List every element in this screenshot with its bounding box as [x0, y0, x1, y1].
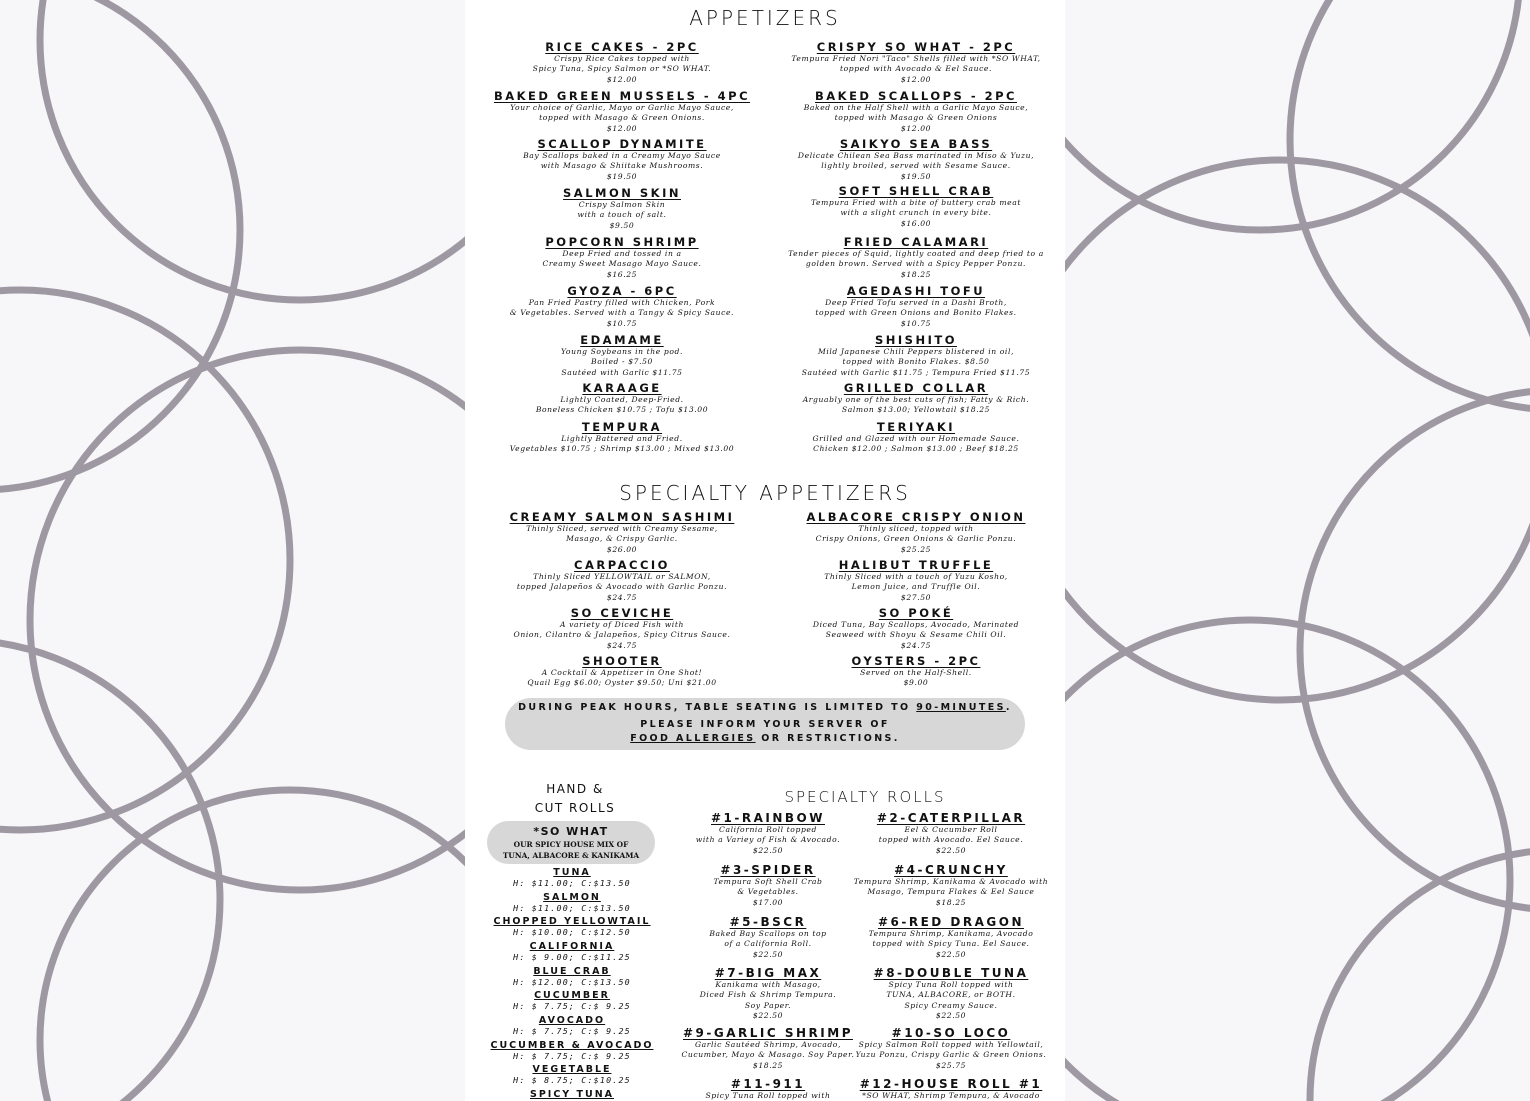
specialty-roll-item-price: $18.25: [752, 1060, 784, 1070]
specialty-roll-item-price: $22.50: [935, 949, 967, 959]
specialty-roll-item-name: #12-HOUSE ROLL #1: [859, 1077, 1043, 1091]
specialty-rolls-title: SPECIALTY ROLLS: [784, 788, 946, 806]
specialty-roll-item-description: Tempura Shrimp, Kanikama & Avocado with Masago, Tempura Flakes & Eel Sauce: [853, 877, 1049, 897]
appetizer-item-name: AGEDASHI TOFU: [846, 284, 986, 298]
specialty-appetizer-item: [776, 606, 1056, 651]
appetizer-item-name: POPCORN SHRIMP: [545, 235, 699, 249]
specialty-appetizer-item: [482, 654, 762, 689]
appetizer-item-price: $12.00: [900, 123, 932, 133]
hand-roll-price: H: $11.00; C:$13.50: [513, 878, 631, 888]
seating-notice: [505, 698, 1025, 750]
appetizer-item: [482, 381, 762, 416]
specialty-roll-item-price: $25.75: [935, 1060, 967, 1070]
specialty-roll-item-description: Baked Bay Scallops on top of a California Roll.: [709, 929, 827, 949]
appetizer-item-name: FRIED CALAMARI: [843, 235, 989, 249]
so-what-callout: [487, 821, 655, 864]
specialty-appetizer-item: [482, 558, 762, 603]
specialty-roll-item-description: Tempura Shrimp, Kanikama, Avocado topped with Spicy Tuna. Eel Sauce.: [868, 929, 1034, 949]
hand-roll-price: H: $10.00; C:$12.50: [513, 927, 631, 937]
appetizer-item-name: SAIKYO SEA BASS: [839, 137, 993, 151]
menu-page: [465, 0, 1065, 1101]
appetizer-item: [482, 235, 762, 280]
appetizer-item-price: $10.75: [606, 318, 638, 328]
appetizer-item-price: $18.25: [900, 269, 932, 279]
specialty-appetizer-item-description: Thinly sliced, topped with Crispy Onions, Green Onions & Garlic Ponzu.: [815, 524, 1017, 544]
specialty-roll-item-name: #9-GARLIC SHRIMP: [683, 1026, 853, 1040]
appetizer-item-description: Delicate Chilean Sea Bass marinated in Miso & Yuzu, lightly broiled, served with Sesame Sauce.: [797, 151, 1035, 171]
appetizer-item: [771, 420, 1061, 455]
specialty-appetizer-item-description: Thinly Sliced with a touch of Yuzu Kosho, Lemon Juice, and Truffle Oil.: [824, 572, 1008, 592]
hand-roll-item: [487, 867, 657, 888]
appetizer-item: [482, 40, 762, 85]
appetizer-item-price: $19.50: [900, 171, 932, 181]
hand-roll-item: [487, 990, 657, 1011]
specialty-roll-item-description: Eel & Cucumber Roll topped with Avocado. Eel Sauce.: [878, 825, 1024, 845]
specialty-appetizer-item: [482, 510, 762, 555]
specialty-roll-item-name: #4-CRUNCHY: [894, 863, 1008, 877]
specialty-appetizer-item-name: CREAMY SALMON SASHIMI: [509, 510, 735, 524]
specialty-appetizer-item-name: OYSTERS - 2PC: [851, 654, 981, 668]
specialty-roll-item-name: #3-SPIDER: [720, 863, 816, 877]
appetizer-item-description: Baked on the Half Shell with a Garlic Mayo Sauce, topped with Masago & Green Onions: [803, 103, 1029, 123]
appetizer-item-description: Lightly Coated, Deep-Fried. Boneless Chicken $10.75 ; Tofu $13.00: [535, 395, 709, 415]
specialty-appetizers-title: SPECIALTY APPETIZERS: [619, 481, 911, 505]
hand-roll-item: [487, 1064, 657, 1085]
specialty-appetizer-item-description: Served on the Half-Shell.: [860, 668, 972, 677]
appetizers-title: APPETIZERS: [689, 6, 841, 30]
specialty-roll-item-price: $22.50: [752, 1010, 784, 1020]
appetizer-item-description: Deep Fried Tofu served in a Dashi Broth, topped with Green Onions and Bonito Flakes.: [815, 298, 1017, 318]
appetizer-item-price: $16.25: [606, 269, 638, 279]
specialty-appetizer-item: [776, 654, 1056, 689]
appetizer-item-name: GRILLED COLLAR: [843, 381, 989, 395]
hand-roll-price: H: $11.00; C:$13.50: [513, 903, 631, 913]
specialty-appetizer-item: [776, 510, 1056, 555]
appetizer-item-description: Your choice of Garlic, Mayo or Garlic Mayo Sauce, topped with Masago & Green Onions.: [510, 103, 734, 123]
appetizer-item-name: TERIYAKI: [876, 420, 956, 434]
hand-roll-name: CALIFORNIA: [529, 941, 615, 952]
specialty-roll-item-description: Spicy Salmon Roll topped with Yellowtail, Yuzu Ponzu, Crispy Garlic & Green Onions.: [855, 1040, 1047, 1060]
appetizer-item-name: EDAMAME: [580, 333, 664, 347]
specialty-roll-item: [846, 1077, 1056, 1101]
specialty-roll-item: [673, 863, 863, 908]
specialty-appetizer-item-description: Thinly Sliced YELLOWTAIL or SALMON, topped Jalapeños & Avocado with Garlic Ponzu.: [516, 572, 728, 592]
notice-time-limit: 90-MINUTES: [916, 702, 1006, 713]
specialty-appetizer-item-price: $24.75: [606, 640, 638, 650]
hand-roll-item: [487, 941, 657, 962]
specialty-appetizer-item-price: $9.00: [903, 678, 929, 688]
notice-line-1: DURING PEAK HOURS, TABLE SEATING IS LIMITED TO 90-MINUTES.: [518, 702, 1012, 713]
notice-line-2: PLEASE INFORM YOUR SERVER OF: [640, 719, 890, 730]
appetizer-item-name: SOFT SHELL CRAB: [838, 184, 994, 198]
specialty-roll-item: [846, 811, 1056, 856]
notice-allergies: FOOD ALLERGIES: [630, 733, 756, 744]
appetizer-item-description: Mild Japanese Chili Peppers blistered in oil, topped with Bonito Flakes. $8.50 Sautéed with Garlic $11.75 ; Tempura Fried $11.75: [801, 347, 1031, 377]
specialty-appetizer-item-description: A variety of Diced Fish with Onion, Cilantro & Jalapeños, Spicy Citrus Sauce.: [513, 620, 731, 640]
hand-roll-name: CUCUMBER & AVOCADO: [490, 1040, 654, 1051]
appetizer-item: [482, 333, 762, 378]
hand-roll-item: [487, 966, 657, 987]
specialty-roll-item-price: $22.50: [935, 1010, 967, 1020]
appetizer-item-price: $16.00: [900, 218, 932, 228]
hand-roll-item: [487, 916, 657, 937]
hand-roll-item: [487, 1089, 657, 1100]
appetizer-item: [771, 40, 1061, 85]
appetizer-item-description: Tender pieces of Squid, lightly coated and deep fried to a golden brown. Served with a Spicy Pepper Ponzu.: [788, 249, 1044, 269]
appetizer-item-description: Grilled and Glazed with our Homemade Sauce. Chicken $12.00 ; Salmon $13.00 ; Beef $18.25: [812, 434, 1020, 454]
specialty-roll-item-price: $22.50: [752, 845, 784, 855]
specialty-roll-item-price: $18.25: [935, 897, 967, 907]
appetizer-item-name: BAKED GREEN MUSSELS - 4PC: [493, 89, 751, 103]
hand-roll-name: TUNA: [553, 867, 591, 878]
specialty-roll-item: [846, 1026, 1056, 1071]
specialty-roll-item-name: #5-BSCR: [729, 915, 807, 929]
appetizer-item-description: Crispy Rice Cakes topped with Spicy Tuna, Spicy Salmon or *SO WHAT.: [532, 54, 712, 74]
specialty-appetizer-item-name: SO CEVICHE: [570, 606, 674, 620]
specialty-roll-item-description: Spicy Tuna Roll topped with: [705, 1091, 831, 1100]
hand-roll-name: VEGETABLE: [532, 1064, 612, 1075]
specialty-roll-item: [673, 1077, 863, 1101]
appetizer-item-description: Lightly Battered and Fried. Vegetables $10.75 ; Shrimp $13.00 ; Mixed $13.00: [509, 434, 735, 454]
appetizer-item: [771, 89, 1061, 134]
specialty-appetizer-item-name: ALBACORE CRISPY ONION: [806, 510, 1026, 524]
hand-roll-item: [487, 1040, 657, 1061]
appetizer-item-description: Pan Fried Pastry filled with Chicken, Pork & Vegetables. Served with a Tangy & Spicy Sauce.: [509, 298, 735, 318]
appetizer-item: [771, 381, 1061, 416]
specialty-roll-item-price: $22.50: [935, 845, 967, 855]
specialty-roll-item-name: #8-DOUBLE TUNA: [873, 966, 1029, 980]
appetizer-item: [482, 137, 762, 182]
specialty-appetizer-item-name: SHOOTER: [582, 654, 662, 668]
so-what-description: OUR SPICY HOUSE MIX OF TUNA, ALBACORE & KANIKAMA: [502, 840, 640, 860]
hand-roll-price: H: $ 7.75; C:$ 9.25: [513, 1026, 631, 1036]
specialty-roll-item-description: Kanikama with Masago, Diced Fish & Shrimp Tempura. Soy Paper.: [699, 980, 837, 1010]
appetizer-item: [482, 284, 762, 329]
specialty-roll-item-name: #6-RED DRAGON: [877, 915, 1025, 929]
appetizer-item-name: GYOZA - 6PC: [567, 284, 677, 298]
hand-roll-item: [487, 892, 657, 913]
specialty-appetizer-item-description: A Cocktail & Appetizer in One Shot! Quail Egg $6.00; Oyster $9.50; Uni $21.00: [527, 668, 717, 688]
specialty-roll-item: [673, 1026, 863, 1071]
specialty-roll-item-name: #11-911: [730, 1077, 806, 1091]
appetizer-item-name: TEMPURA: [581, 420, 663, 434]
appetizer-item-price: $19.50: [606, 171, 638, 181]
specialty-roll-item: [846, 915, 1056, 960]
specialty-appetizer-item-description: Thinly Sliced, served with Creamy Sesame, Masago, & Crispy Garlic.: [526, 524, 718, 544]
specialty-appetizer-item-description: Diced Tuna, Bay Scallops, Avocado, Marinated Seaweed with Shoyu & Sesame Chili Oil.: [812, 620, 1020, 640]
specialty-roll-item-name: #2-CATERPILLAR: [876, 811, 1026, 825]
appetizer-item-name: CRISPY SO WHAT - 2PC: [816, 40, 1016, 54]
specialty-roll-item: [846, 966, 1056, 1021]
specialty-roll-item: [673, 811, 863, 856]
hand-roll-name: SALMON: [543, 892, 601, 903]
appetizer-item: [771, 284, 1061, 329]
specialty-roll-item-name: #10-SO LOCO: [891, 1026, 1011, 1040]
specialty-appetizer-item-price: $26.00: [606, 544, 638, 554]
hand-roll-price: H: $ 7.75; C:$ 9.25: [513, 1051, 631, 1061]
appetizer-item-description: Arguably one of the best cuts of fish; Fatty & Rich. Salmon $13.00; Yellowtail $18.25: [802, 395, 1030, 415]
specialty-appetizer-item-name: SO POKÉ: [878, 606, 954, 620]
specialty-appetizer-item: [482, 606, 762, 651]
specialty-appetizer-item-price: $24.75: [900, 640, 932, 650]
specialty-roll-item: [673, 915, 863, 960]
appetizer-item-name: SCALLOP DYNAMITE: [537, 137, 707, 151]
appetizer-item-description: Crispy Salmon Skin with a touch of salt.: [577, 200, 667, 220]
appetizer-item: [482, 89, 762, 134]
hand-roll-price: H: $ 7.75; C:$ 9.25: [513, 1001, 631, 1011]
specialty-roll-item-description: *SO WHAT, Shrimp Tempura, & Avocado: [862, 1091, 1040, 1100]
appetizer-item-name: RICE CAKES - 2PC: [545, 40, 699, 54]
appetizer-item-name: KARAAGE: [582, 381, 662, 395]
appetizer-item-description: Tempura Fried with a bite of buttery crab meat with a slight crunch in every bite.: [810, 198, 1022, 218]
hand-roll-price: H: $ 9.00; C:$11.25: [513, 952, 631, 962]
appetizer-item: [771, 137, 1061, 182]
appetizer-item-description: Young Soybeans in the pod. Boiled - $7.50 Sautéed with Garlic $11.75: [560, 347, 684, 377]
appetizer-item-price: $12.00: [606, 74, 638, 84]
specialty-roll-item: [846, 863, 1056, 908]
appetizer-item: [771, 333, 1061, 378]
appetizer-item-name: BAKED SCALLOPS - 2PC: [815, 89, 1017, 103]
specialty-appetizer-item-price: $27.50: [900, 592, 932, 602]
appetizer-item-name: SALMON SKIN: [563, 186, 681, 200]
specialty-roll-item-name: #7-BIG MAX: [714, 966, 822, 980]
hand-roll-item: [487, 1015, 657, 1036]
specialty-appetizer-item-name: HALIBUT TRUFFLE: [838, 558, 994, 572]
specialty-appetizer-item-price: $24.75: [606, 592, 638, 602]
notice-line-3: FOOD ALLERGIES OR RESTRICTIONS.: [630, 733, 900, 744]
specialty-roll-item-description: Spicy Tuna Roll topped with TUNA, ALBACORE, or BOTH. Spicy Creamy Sauce.: [886, 980, 1016, 1010]
appetizer-item-price: $10.75: [900, 318, 932, 328]
appetizer-item-description: Deep Fried and tossed in a Creamy Sweet Masago Mayo Sauce.: [542, 249, 702, 269]
specialty-roll-item-description: Tempura Soft Shell Crab & Vegetables.: [713, 877, 823, 897]
hand-roll-price: H: $12.00; C:$13.50: [513, 977, 631, 987]
appetizer-item-description: Bay Scallops baked in a Creamy Mayo Sauce with Masago & Shiitake Mushrooms.: [523, 151, 721, 171]
appetizer-item: [482, 186, 762, 231]
specialty-appetizer-item-name: CARPACCIO: [574, 558, 670, 572]
appetizer-item-name: SHISHITO: [875, 333, 957, 347]
hand-roll-name: CUCUMBER: [534, 990, 610, 1001]
hand-roll-name: AVOCADO: [538, 1015, 606, 1026]
appetizer-item: [771, 235, 1061, 280]
specialty-roll-item-description: California Roll topped with a Variey of Fish & Avocado.: [695, 825, 841, 845]
appetizer-item-price: $9.50: [609, 220, 635, 230]
hand-roll-name: CHOPPED YELLOWTAIL: [493, 916, 651, 927]
so-what-title: *SO WHAT: [533, 825, 609, 838]
hand-roll-price: H: $ 8.75; C:$10.25: [513, 1075, 631, 1085]
specialty-roll-item-name: #1-RAINBOW: [710, 811, 825, 825]
hand-roll-name: SPICY TUNA: [530, 1089, 614, 1100]
specialty-roll-item: [673, 966, 863, 1021]
specialty-roll-item-price: $22.50: [752, 949, 784, 959]
appetizer-item: [771, 184, 1061, 229]
appetizer-item-price: $12.00: [900, 74, 932, 84]
appetizer-item-description: Tempura Fried Nori "Taco" Shells filled with *SO WHAT, topped with Avocado & Eel Sauce.: [791, 54, 1041, 74]
specialty-appetizer-item: [776, 558, 1056, 603]
hand-rolls-title: HAND & CUT ROLLS: [534, 782, 616, 815]
specialty-roll-item-description: Garlic Sautéed Shrimp, Avocado, Cucumber, Mayo & Masago. Soy Paper.: [681, 1040, 855, 1060]
appetizer-item-price: $12.00: [606, 123, 638, 133]
hand-roll-name: BLUE CRAB: [533, 966, 611, 977]
appetizer-item: [482, 420, 762, 455]
specialty-appetizer-item-price: $25.25: [900, 544, 932, 554]
specialty-roll-item-price: $17.00: [752, 897, 784, 907]
